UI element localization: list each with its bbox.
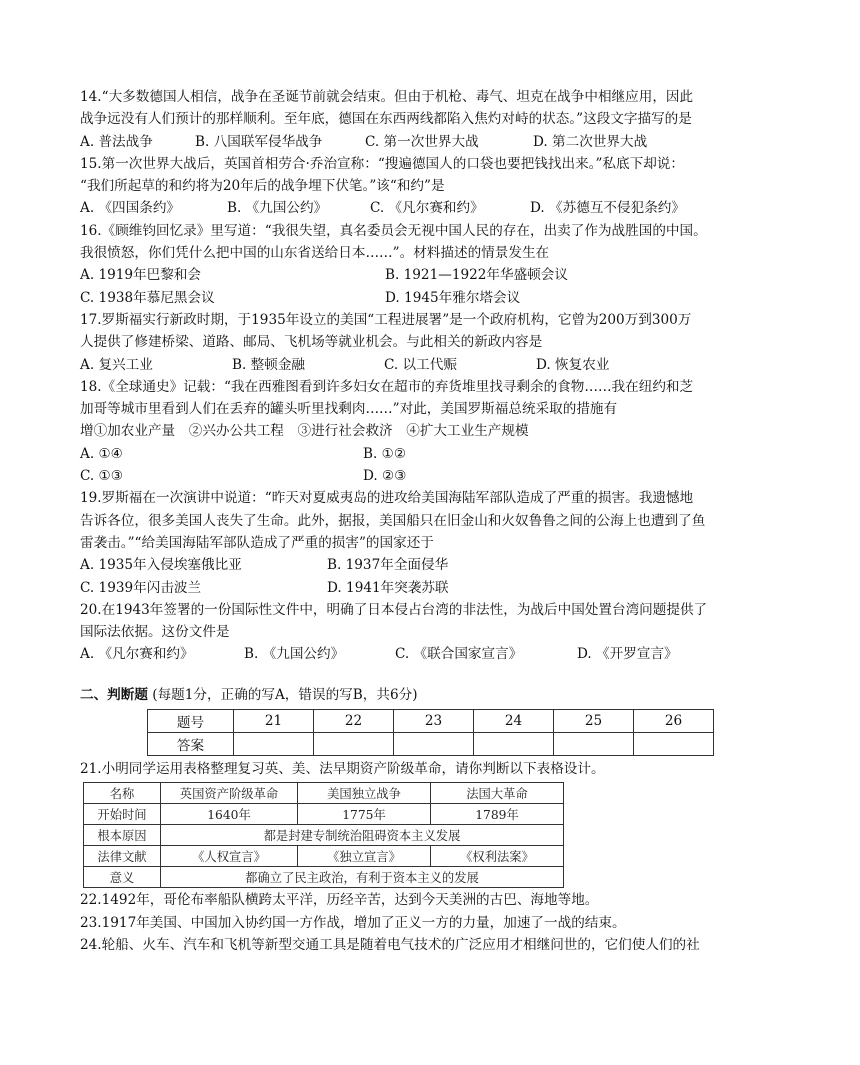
question-text: 人提供了修建桥梁、道路、邮局、飞机场等就业机会。与此相关的新政内容是 <box>80 334 543 351</box>
table-cell: 1775年 <box>298 804 431 825</box>
option-a: A. 普法战争 <box>80 133 153 150</box>
answer-cell[interactable] <box>634 733 714 756</box>
question-text: 我很愤怒，你们凭什么把中国的山东省送给日本……”。材料描述的情景发生在 <box>80 245 550 262</box>
option-b: B. 整顿金融 <box>232 356 306 373</box>
question-text: 告诉各位，很多美国人丧失了生命。此外，据报，美国船只在旧金山和火奴鲁鲁之间的公海上也遭到了鱼 <box>80 512 706 529</box>
table-cell: 26 <box>634 710 714 733</box>
option-c: C. 以工代赈 <box>384 356 457 373</box>
options-row <box>80 443 780 465</box>
table-row <box>148 733 714 756</box>
question-text: 18.《全球通史》记载：“我在西雅图看到许多妇女在超市的弃货堆里找寻剩余的食物……我在纽约和芝 <box>80 378 694 395</box>
question-text: “我们所起草的和约将为20年后的战争埋下伏笔。”该“和约”是 <box>80 178 445 195</box>
option-b: B. 《九国公约》 <box>244 646 345 663</box>
section-heading <box>80 684 780 706</box>
table-cell: 名称 <box>84 783 161 804</box>
option-b: B. 1937年全面侵华 <box>327 557 449 574</box>
table-cell: 都确立了民主政治，有利于资本主义的发展 <box>161 867 564 888</box>
option-c: C. ①③ <box>80 468 123 485</box>
question-16 <box>80 220 780 309</box>
table-cell: 22 <box>314 710 394 733</box>
option-d: D. 《苏德互不侵犯条约》 <box>530 200 685 217</box>
table-cell: 答案 <box>148 733 234 756</box>
options-row <box>80 354 780 376</box>
option-c: C. 1938年慕尼黑会议 <box>80 289 215 306</box>
answer-cell[interactable] <box>394 733 474 756</box>
answer-table <box>147 709 714 756</box>
table-row <box>84 783 564 804</box>
option-b: B. 《九国公约》 <box>227 200 328 217</box>
option-c: C. 《联合国家宣言》 <box>395 646 523 663</box>
option-a: A. 1935年入侵埃塞俄比亚 <box>80 557 242 574</box>
question-text: 加哥等城市里看到人们在丢弃的罐头听里找剩肉……”对此，美国罗斯福总统采取的措施有 <box>80 401 618 418</box>
options-row <box>80 643 780 665</box>
question-14 <box>80 86 780 153</box>
table-row <box>148 710 714 733</box>
option-d: D. 《开罗宣言》 <box>577 646 678 663</box>
options-row <box>80 287 780 309</box>
question-15 <box>80 153 780 220</box>
table-cell: 《独立宣言》 <box>298 846 431 867</box>
answer-cell[interactable] <box>314 733 394 756</box>
section-title: 二、判断题 <box>80 686 148 703</box>
table-cell: 法律文献 <box>84 846 161 867</box>
section-note: (每题1分，正确的写A，错误的写B，共6分) <box>147 686 418 703</box>
table-cell: 意义 <box>84 867 161 888</box>
table-cell: 21 <box>234 710 314 733</box>
question-text: 国际法依据。这份文件是 <box>80 624 230 641</box>
question-text: 20.在1943年签署的一份国际性文件中，明确了日本侵占台湾的非法性，为战后中国处置台湾问题提供了 <box>80 601 708 618</box>
question-23: 23.1917年美国、中国加入协约国一方作战，增加了正义一方的力量，加速了一战的结束。 <box>80 914 626 931</box>
table-row <box>84 867 564 888</box>
question-text: 21.小明同学运用表格整理复习英、美、法早期资产阶级革命，请你判断以下表格设计。 <box>80 761 605 778</box>
table-row <box>84 804 564 825</box>
option-d: D. 1945年雅尔塔会议 <box>385 289 521 306</box>
table-cell: 24 <box>474 710 554 733</box>
question-text: 15.第一次世界大战后，英国首相劳合·乔治宣称：“搜遍德国人的口袋也要把钱找出来。”私底下却说： <box>80 155 684 172</box>
question-24: 24.轮船、火车、汽车和飞机等新型交通工具是随着电气技术的广泛应用才相继问世的，它们使人们的社 <box>80 936 700 953</box>
option-a: A. 《凡尔赛和约》 <box>80 646 194 663</box>
table-cell: 法国大革命 <box>431 783 564 804</box>
revolution-table <box>83 782 564 888</box>
option-b: B. 1921—1922年华盛顿会议 <box>385 267 568 284</box>
exam-page <box>80 86 780 956</box>
answer-cell[interactable] <box>474 733 554 756</box>
question-18 <box>80 376 780 487</box>
table-row <box>84 846 564 867</box>
option-c: C. 第一次世界大战 <box>365 133 479 150</box>
option-a: A. 1919年巴黎和会 <box>80 267 202 284</box>
question-22: 22.1492年，哥伦布率船队横跨太平洋，历经辛苦，达到今天美洲的古巴、海地等地。 <box>80 892 599 909</box>
question-text: 19.罗斯福在一次演讲中说道：“昨天对夏威夷岛的进攻给美国海陆军部队造成了严重的损害。我遗憾地 <box>80 490 694 507</box>
option-a: A. 《四国条约》 <box>80 200 181 217</box>
question-17 <box>80 309 780 376</box>
options-row <box>80 577 780 599</box>
option-d: D. 1941年突袭苏联 <box>327 579 449 596</box>
table-cell: 1789年 <box>431 804 564 825</box>
question-text: 17.罗斯福实行新政时期，于1935年设立的美国“工程进展署”是一个政府机构，它曾为200万到300万 <box>80 311 692 328</box>
table-cell: 《权利法案》 <box>431 846 564 867</box>
table-cell: 23 <box>394 710 474 733</box>
option-b: B. ①② <box>363 445 407 462</box>
option-d: D. 恢复农业 <box>536 356 610 373</box>
option-d: D. ②③ <box>363 468 407 485</box>
question-19 <box>80 487 780 598</box>
table-cell: 英国资产阶级革命 <box>161 783 298 804</box>
option-a: A. 复兴工业 <box>80 356 153 373</box>
option-b: B. 八国联军侵华战争 <box>195 133 323 150</box>
table-cell: 1640年 <box>161 804 298 825</box>
options-row <box>80 465 780 487</box>
table-cell: 开始时间 <box>84 804 161 825</box>
table-cell: 根本原因 <box>84 825 161 846</box>
answer-cell[interactable] <box>234 733 314 756</box>
options-row <box>80 554 780 576</box>
options-row <box>80 197 780 219</box>
table-cell: 都是封建专制统治阻碍资本主义发展 <box>161 825 564 846</box>
question-20 <box>80 599 780 666</box>
options-row <box>80 264 780 286</box>
option-c: C. 《凡尔赛和约》 <box>370 200 484 217</box>
question-text: 14.“大多数德国人相信，战争在圣诞节前就会结束。但由于机枪、毒气、坦克在战争中相继应用，因此 <box>80 89 694 105</box>
table-cell: 美国独立战争 <box>298 783 431 804</box>
table-cell: 《人权宣言》 <box>161 846 298 867</box>
question-text: 战争远没有人们预计的那样顺利。至年底，德国在东西两线都陷入焦灼对峙的状态。”这段文字描写的是 <box>80 111 692 128</box>
options-row <box>80 131 780 153</box>
option-c: C. 1939年闪击波兰 <box>80 579 202 596</box>
table-row <box>84 825 564 846</box>
option-a: A. ①④ <box>80 445 123 462</box>
question-text: 16.《顾维钧回忆录》里写道：“我很失望，真名委员会无视中国人民的存在，出卖了作为战胜国的中国。 <box>80 222 707 239</box>
table-cell: 25 <box>554 710 634 733</box>
option-d: D. 第二次世界大战 <box>533 133 648 150</box>
table-cell: 题号 <box>148 710 234 733</box>
answer-cell[interactable] <box>554 733 634 756</box>
question-text: 增①加农业产量 ②兴办公共工程 ③进行社会救济 ④扩大工业生产规模 <box>80 423 529 440</box>
question-text: 雷袭击。”“给美国海陆军部队造成了严重的损害”的国家还于 <box>80 534 434 551</box>
